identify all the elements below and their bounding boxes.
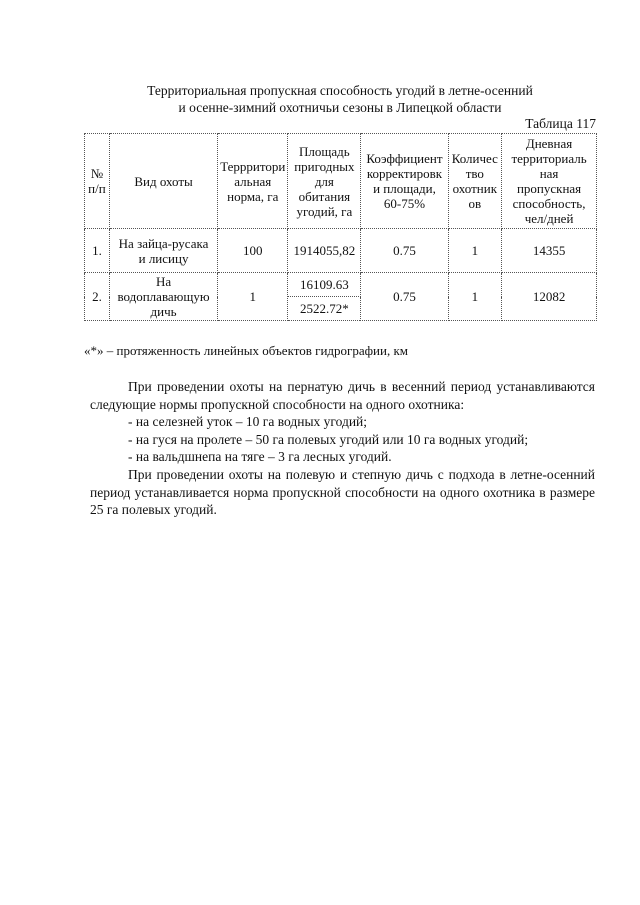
list-item: - на гуся на пролете – 50 га полевых угодий или 10 га водных угодий; [128,431,529,447]
paragraph-field-norms: При проведении охоты на полевую и степную дичь с подхода в летне-осенний период устанавливается норма пропускной способности на одного охотника в размере 25 га полевых угодий. [90,466,595,518]
row-area: 1914055,82 [288,229,361,273]
header-hunting-type: Вид охоты [109,134,217,229]
header-habitat-area: Площадь пригодных для обитания угодий, га [288,134,361,229]
row-daily-capacity: 14355 [502,229,597,273]
row-daily-capacity: 12082 [502,273,597,321]
header-territorial-norm: Террритори альная норма, га [218,134,288,229]
capacity-table [84,133,597,321]
row-norm: 100 [218,229,288,273]
row-norm: 1 [218,273,288,321]
row-num: 2. [85,273,110,321]
row-coefficient: 0.75 [361,273,448,321]
title-line-2: и осенне-зимний охотничьи сезоны в Липецкой области [178,100,502,115]
table-number-label: Таблица 117 [525,116,596,131]
body-text [90,378,595,519]
row-coefficient: 0.75 [361,229,448,273]
header-daily-capacity: Дневная территориаль ная пропускная способность, чел/дней [502,134,597,229]
header-num: № п/п [85,134,110,229]
list-item: - на селезней уток – 10 га водных угодий; [128,414,368,430]
table-header-row [85,134,597,229]
row-num: 1. [85,229,110,273]
table-row [85,273,597,297]
table-row [85,229,597,273]
table-footnote: «*» – протяженность линейных объектов гидрографии, км [84,343,409,358]
document-title [80,82,600,116]
paragraph-spring-norms: При проведении охоты на пернатую дичь в весенний период устанавливаются следующие нормы пропускной способности на одного охотника: [90,379,595,412]
row-area-linear: 2522.72* [288,297,361,321]
row-hunting-type: На водоплавающую дичь [109,273,217,321]
row-hunting-type: На зайца-русака и лисицу [109,229,217,273]
row-area-water: 16109.63 [288,273,361,297]
list-item: - на вальдшнепа на тяге – 3 га лесных угодий. [128,449,392,465]
row-hunter-count: 1 [448,273,502,321]
title-line-1: Территориальная пропускная способность угодий в летне-осенний [147,83,533,98]
row-hunter-count: 1 [448,229,502,273]
header-hunter-count: Количес тво охотник ов [448,134,502,229]
header-coefficient: Коэффициент корректировк и площади, 60-75% [361,134,448,229]
